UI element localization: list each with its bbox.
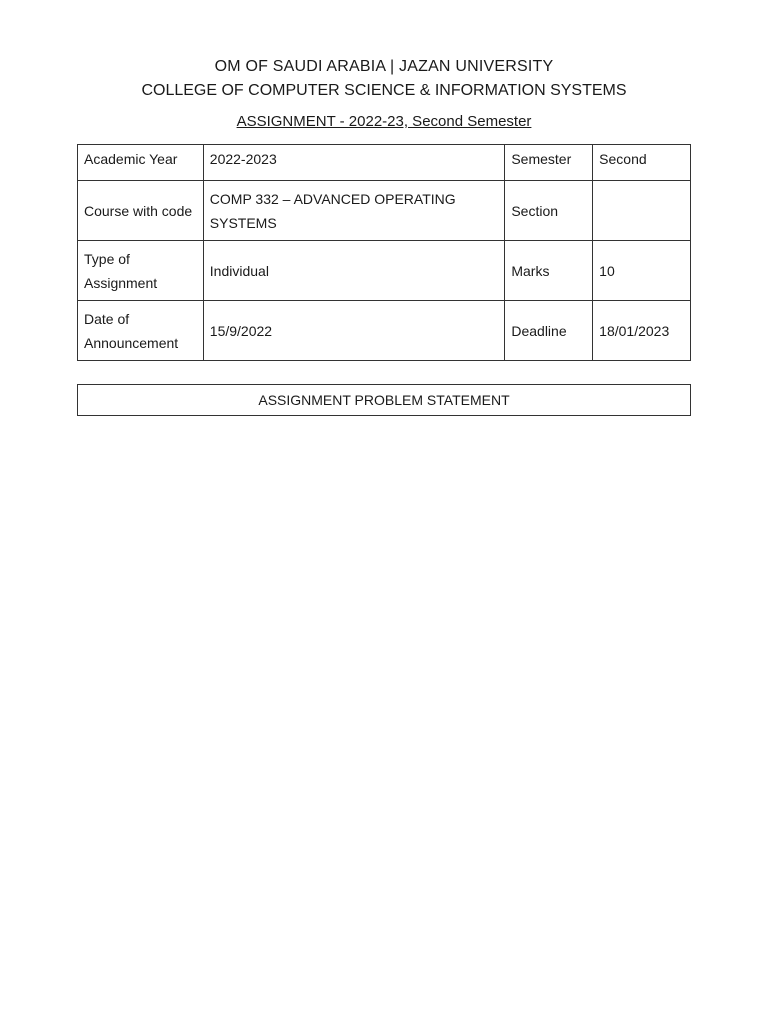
problem-statement-header: ASSIGNMENT PROBLEM STATEMENT xyxy=(77,384,691,416)
marks-value: 10 xyxy=(593,241,691,301)
section-label: Section xyxy=(505,181,593,241)
section-value xyxy=(593,181,691,241)
assignment-title: ASSIGNMENT - 2022-23, Second Semester xyxy=(236,113,532,130)
assignment-type-label: Type of Assignment xyxy=(78,241,204,301)
table-row xyxy=(78,181,691,241)
assignment-info-table xyxy=(77,144,691,361)
college-title: COLLEGE OF COMPUTER SCIENCE & INFORMATION SYSTEMS xyxy=(141,82,627,99)
deadline-value: 18/01/2023 xyxy=(593,301,691,361)
table-row xyxy=(78,301,691,361)
table-row xyxy=(78,241,691,301)
marks-label: Marks xyxy=(505,241,593,301)
table-row xyxy=(78,145,691,181)
course-value: COMP 332 – ADVANCED OPERATING SYSTEMS xyxy=(203,181,505,241)
semester-label: Semester xyxy=(505,145,593,181)
announcement-date-value: 15/9/2022 xyxy=(203,301,505,361)
academic-year-value: 2022-2023 xyxy=(203,145,505,181)
academic-year-label: Academic Year xyxy=(78,145,204,181)
announcement-date-label: Date of Announcement xyxy=(78,301,204,361)
deadline-label: Deadline xyxy=(505,301,593,361)
university-title: OM OF SAUDI ARABIA | JAZAN UNIVERSITY xyxy=(214,58,554,75)
semester-value: Second xyxy=(593,145,691,181)
course-label: Course with code xyxy=(78,181,204,241)
assignment-type-value: Individual xyxy=(203,241,505,301)
